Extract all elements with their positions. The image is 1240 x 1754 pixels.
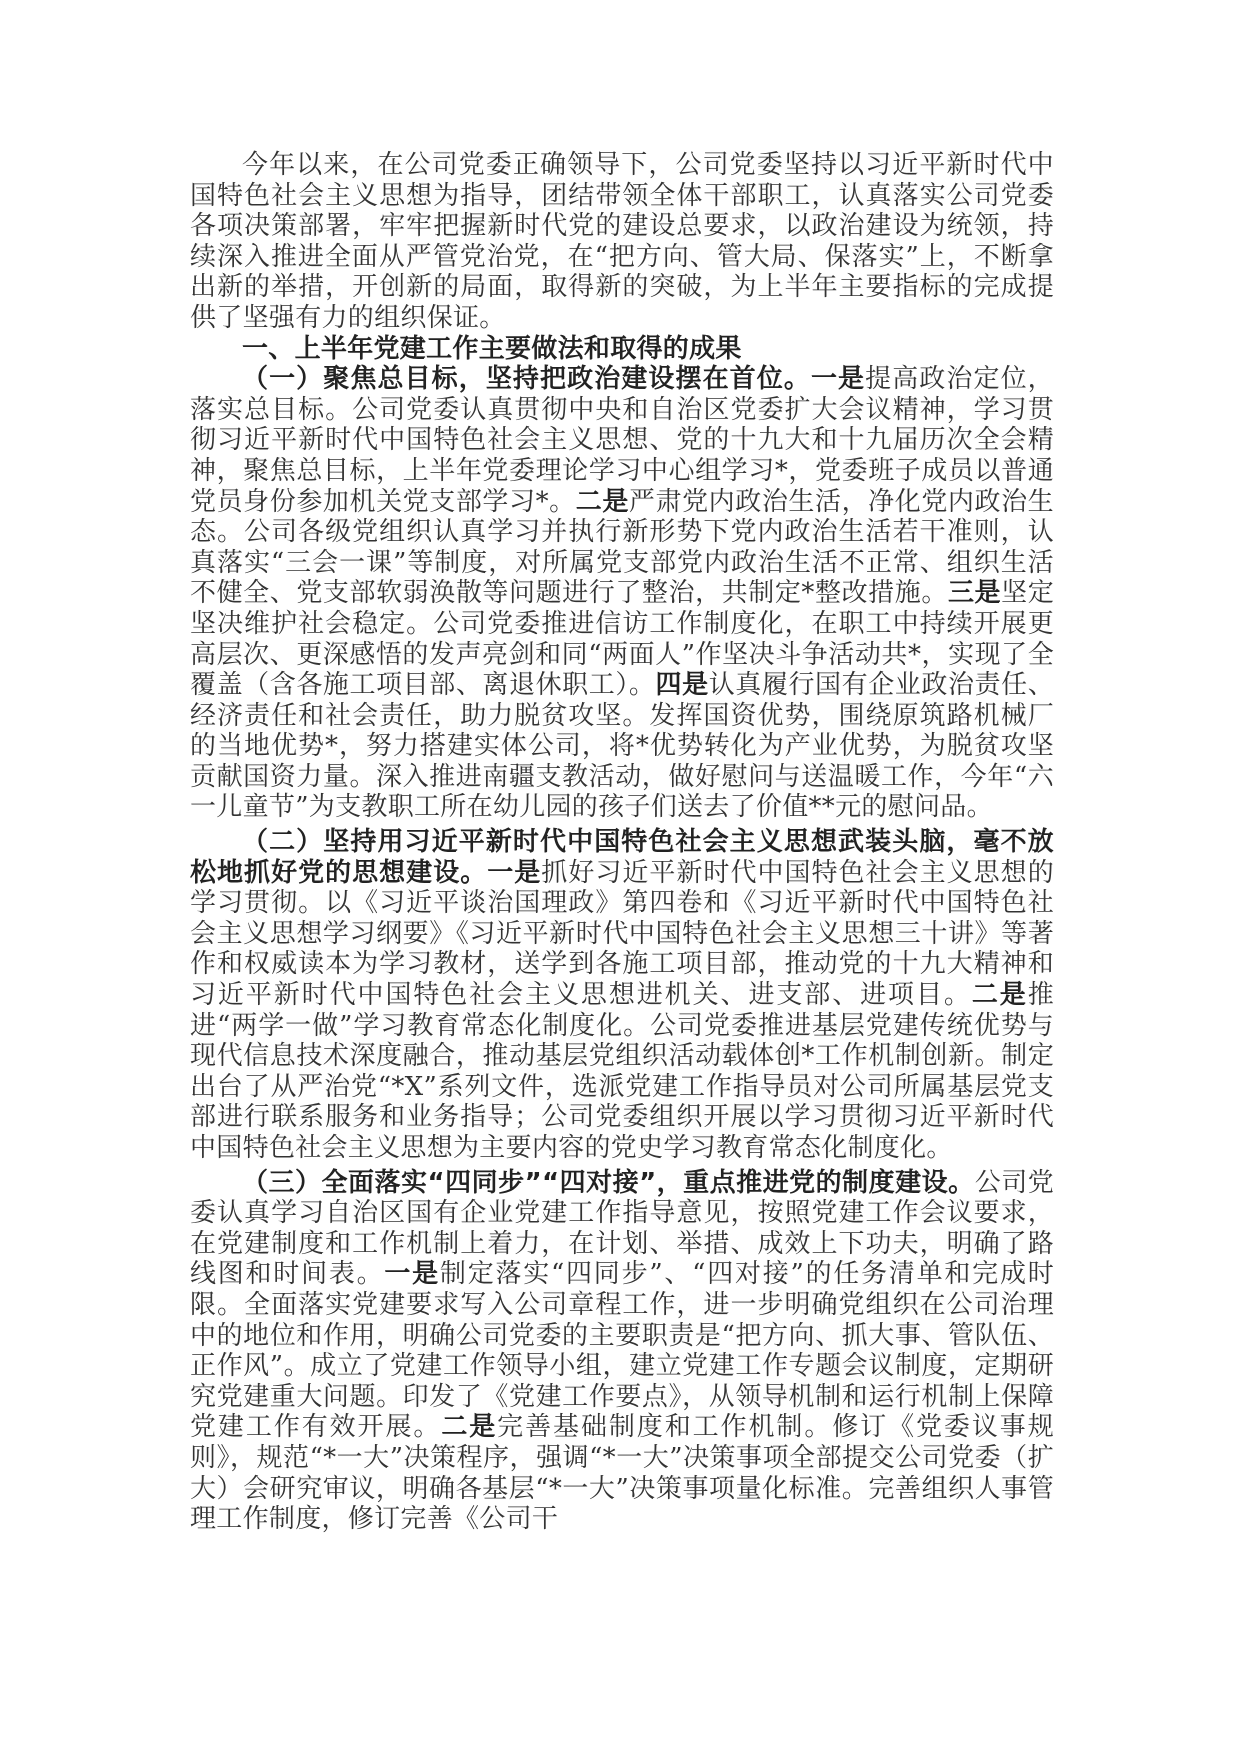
- part3-title: （三）全面落实“四同步”“四对接”，重点推进党的制度建设。: [242, 1167, 975, 1198]
- part3-text-2: 完善基础制度和工作机制。修订《党委议事规则》，规范“*一大”决策程序，强调“*一大”决策事项全部提交公司党委（扩大）会研究审议，明确各基层“*一大”决策事项量化标准。完善组织人事管理工作制度，修订完善《公司干: [190, 1412, 1054, 1535]
- part1-label-1: 一是: [810, 364, 866, 395]
- intro-paragraph: 今年以来，在公司党委正确领导下，公司党委坚持以习近平新时代中国特色社会主义思想为指导，团结带领全体干部职工，认真落实公司党委各项决策部署，牢牢把握新时代党的建设总要求，以政治建设为统领，持续深入推进全面从严管党治党，在“把方向、管大局、保落实”上，不断拿出新的举措，开创新的局面，取得新的突破，为上半年主要指标的完成提供了坚强有力的组织保证。: [190, 150, 1054, 333]
- part3-label-2: 二是: [441, 1412, 498, 1443]
- part1-paragraph: [190, 364, 1054, 823]
- part2-paragraph: [190, 827, 1054, 1164]
- document-page: [190, 150, 1054, 1535]
- part2-title: （二）坚持用习近平新时代中国特色社会主义思想武装头脑，毫不放松地抓好党的思想建设。: [190, 827, 1054, 888]
- part1-text-4: 认真履行国有企业政治责任、经济责任和社会责任，助力脱贫攻坚。发挥国资优势，围绕原筑路机械厂的当地优势*，努力搭建实体公司，将*优势转化为产业优势，为脱贫攻坚贡献国资力量。深入推进南疆支教活动，做好慰问与送温暖工作，今年“六一儿童节”为支教职工所在幼儿园的孩子们送去了价值**元的慰问品。: [190, 670, 1054, 823]
- part1-title: （一）聚焦总目标，坚持把政治建设摆在首位。: [242, 364, 811, 395]
- part2-label-2: 二是: [971, 980, 1028, 1011]
- part3-text-0: 公司党委认真学习自治区国有企业党建工作指导意见，按照党建工作会议要求，在党建制度和工作机制上着力，在计划、举措、成效上下功夫，明确了路线图和时间表。: [190, 1167, 1054, 1290]
- part3-text-1: 制定落实“四同步”、“四对接”的任务清单和完成时限。全面落实党建要求写入公司章程工作，进一步明确党组织在公司治理中的地位和作用，明确公司党委的主要职责是“把方向、抓大事、管队伍、正作风”。成立了党建工作领导小组，建立党建工作专题会议制度，定期研究党建重大问题。印发了《党建工作要点》，从领导机制和运行机制上保障党建工作有效开展。: [190, 1259, 1055, 1443]
- part1-text-2: 严肃党内政治生活，净化党内政治生态。公司各级党组织认真学习并执行新形势下党内政治生活若干准则，认真落实“三会一课”等制度，对所属党支部党内政治生活不正常、组织生活不健全、党支部软弱涣散等问题进行了整治，共制定*整改措施。: [190, 486, 1054, 609]
- part1-label-2: 二是: [575, 486, 629, 517]
- section-heading-1: 一、上半年党建工作主要做法和取得的成果: [242, 333, 742, 364]
- part1-label-4: 四是: [655, 670, 709, 701]
- part2-text-2: 推进“两学一做”学习教育常态化制度化。公司党委推进基层党建传统优势与现代信息技术深度融合，推动基层党组织活动载体创*工作机制创新。制定出台了从严治党“*X”系列文件，选派党建工作指导员对公司所属基层党支部进行联系服务和业务指导；公司党委组织开展以学习贯彻习近平新时代中国特色社会主义思想为主要内容的党史学习教育常态化制度化。: [190, 980, 1054, 1163]
- part3-paragraph: [190, 1168, 1054, 1535]
- part2-label-1: 一是: [487, 857, 542, 888]
- part1-text-1: 提高政治定位，落实总目标。公司党委认真贯彻中央和自治区党委扩大会议精神，学习贯彻习近平新时代中国特色社会主义思想、党的十九大和十九届历次全会精神，聚焦总目标，上半年党委理论学习中心组学习*，党委班子成员以普通党员身份参加机关党支部学习*。: [190, 364, 1054, 517]
- part1-text-3: 坚定坚决维护社会稳定。公司党委推进信访工作制度化，在职工中持续开展更高层次、更深感悟的发声亮剑和同“两面人”作坚决斗争活动共*，实现了全覆盖（含各施工项目部、离退休职工）。: [190, 578, 1054, 701]
- part2-text-1: 抓好习近平新时代中国特色社会主义思想的学习贯彻。以《习近平谈治国理政》第四卷和《习近平新时代中国特色社会主义思想学习纲要》《习近平新时代中国特色社会主义思想三十讲》等著作和权威读本为学习教材，送学到各施工项目部，推动党的十九大精神和习近平新时代中国特色社会主义思想进机关、进支部、进项目。: [190, 857, 1054, 1011]
- part3-label-1: 一是: [384, 1259, 440, 1290]
- part1-label-3: 三是: [947, 578, 1002, 609]
